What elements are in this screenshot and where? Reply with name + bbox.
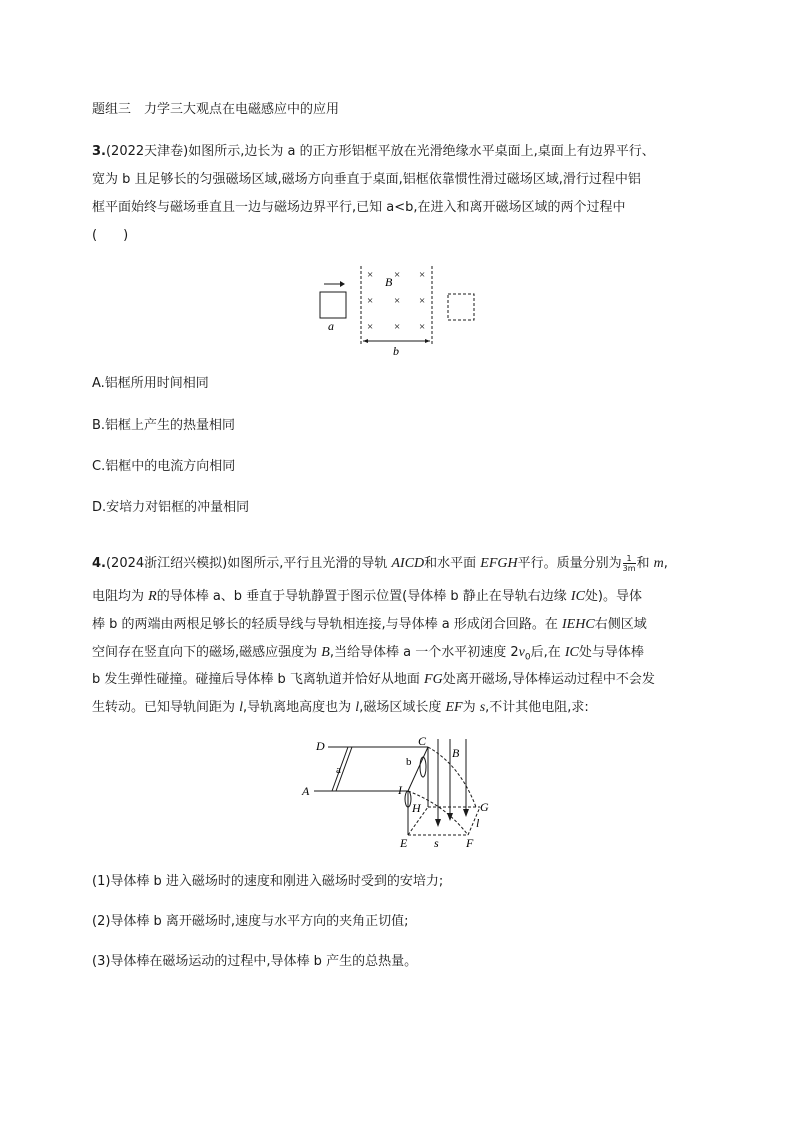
q4-sub-3: (3)导体棒在磁场运动的过程中,导体棒 b 产生的总热量。 (92, 954, 418, 969)
label-H: H (412, 801, 421, 815)
q4-length-label: l (355, 700, 360, 715)
field-cross: × (394, 321, 401, 333)
label-l: l (476, 816, 480, 830)
mass-fraction (623, 554, 636, 573)
label-B-field: B (452, 746, 460, 760)
q4-velocity-subscript: 0 (524, 652, 531, 663)
q4-edge-label: IC (570, 589, 585, 604)
field-cross: × (394, 269, 401, 281)
label-F: F (466, 836, 474, 850)
velocity-arrowhead (340, 281, 345, 287)
q3-option-b: B.铝框上产生的热量相同 (92, 418, 236, 433)
q4-text: 和 (636, 556, 654, 571)
q4-figure (300, 735, 500, 855)
q4-text: b 发生弹性碰撞。碰撞后导体棒 b 飞离轨道并恰好从地面 (92, 672, 425, 687)
field-arrowhead (435, 819, 441, 827)
label-s: s (434, 836, 439, 850)
q4-length-label: l (239, 700, 244, 715)
q4-text: 和水平面 (424, 556, 481, 571)
q4-line-1 (92, 554, 668, 573)
label-rod-a: a (336, 764, 341, 776)
q4-resistance-label: R (148, 589, 157, 604)
label-C: C (418, 735, 427, 748)
q4-edge-label: IC (564, 645, 579, 660)
q4-sub-2: (2)导体棒 b 离开磁场时,速度与水平方向的夹角正切值; (92, 914, 409, 929)
label-b: b (393, 344, 399, 358)
rod-b (408, 747, 428, 791)
aluminum-frame (320, 292, 346, 318)
frame-exit-position (448, 294, 474, 320)
field-cross: × (419, 295, 426, 307)
q4-sub-1: (1)导体棒 b 进入磁场时的速度和刚进入磁场时受到的安培力; (92, 874, 444, 889)
q4-line-4 (92, 645, 644, 666)
section-title: 题组三 力学三大观点在电磁感应中的应用 (92, 102, 340, 117)
q4-length-s-label: s (479, 700, 486, 715)
label-B: B (385, 275, 393, 289)
q3-number: 3. (92, 144, 106, 159)
q4-text: ,当给导体棒 a 一个水平初速度 2 (329, 645, 519, 660)
q4-text: ,磁场区域长度 (359, 700, 446, 715)
label-rod-b: b (406, 756, 412, 768)
q4-text: 右侧区域 (594, 617, 647, 632)
field-cross: × (419, 321, 426, 333)
q4-text: 平行。质量分别为 (517, 556, 622, 571)
q4-plane-label: EFGH (480, 556, 518, 571)
fraction-numerator: 1 (626, 554, 632, 563)
field-cross: × (419, 269, 426, 281)
q3-answer-paren: ( ) (92, 228, 129, 243)
q3-line-3: 框平面始终与磁场垂直且一边与磁场边界平行,已知 a<b,在进入和离开磁场区域的两个过程中 (92, 200, 626, 215)
q4-velocity-label: v (518, 645, 525, 660)
field-cross: × (394, 295, 401, 307)
q4-ground-label: FG (424, 672, 443, 687)
q4-region-label: IEHC (562, 617, 595, 632)
label-I: I (398, 783, 402, 797)
q3-text-1: (2022天津卷)如图所示,边长为 a 的正方形铝框平放在光滑绝缘水平桌面上,桌面上有边界平行、 (105, 144, 655, 159)
label-E: E (400, 836, 408, 850)
q4-segment-label: EF (445, 700, 463, 715)
q4-line-6 (92, 700, 589, 716)
label-A: A (302, 784, 310, 798)
label-D: D (316, 739, 325, 753)
dimension-b-arrow-right (425, 339, 430, 343)
q4-mass-label: m (653, 556, 664, 571)
q4-text: 后,在 (530, 645, 565, 660)
q4-text: 空间存在竖直向下的磁场,磁感应强度为 (92, 645, 322, 660)
q4-text: (2024浙江绍兴模拟)如图所示,平行且光滑的导轨 (105, 556, 392, 571)
q4-line-5 (92, 672, 655, 688)
q4-number: 4. (92, 556, 106, 571)
q4-text: ,不计其他电阻,求: (485, 700, 589, 715)
q4-text: 生转动。已知导轨间距为 (92, 700, 240, 715)
q4-text: , (663, 556, 668, 571)
rod-b-wire-loop (420, 757, 426, 777)
field-arrowhead (463, 809, 469, 817)
q4-text: 的导体棒 a、b 垂直于导轨静置于图示位置(导体棒 b 静止在导轨右边缘 (156, 589, 571, 604)
dimension-b-arrow-left (363, 339, 368, 343)
q4-text: 电阻均为 (92, 589, 149, 604)
q4-text: 处)。导体 (584, 589, 642, 604)
field-cross: × (367, 321, 374, 333)
q4-line-2 (92, 589, 642, 605)
q4-text: 棒 b 的两端由两根足够长的轻质导线与导轨相连接,与导体棒 a 形成闭合回路。在 (92, 617, 563, 632)
q4-text: 为 (462, 700, 480, 715)
fraction-denominator: 3m (622, 564, 636, 573)
label-G: G (480, 800, 489, 814)
q3-figure (312, 262, 482, 360)
q4-rail-label: AICD (391, 556, 425, 571)
q3-line-1 (92, 144, 655, 160)
q4-line-3 (92, 617, 647, 633)
q3-option-c: C.铝框中的电流方向相同 (92, 459, 236, 474)
q3-option-a: A.铝框所用时间相同 (92, 376, 209, 391)
q4-text: 处离开磁场,导体棒运动过程中不会发 (442, 672, 655, 687)
q4-field-label: B (321, 645, 330, 660)
label-a: a (328, 319, 334, 333)
field-cross: × (367, 295, 374, 307)
field-cross: × (367, 269, 374, 281)
q3-line-2: 宽为 b 且足够长的匀强磁场区域,磁场方向垂直于桌面,铝框依靠惯性滑过磁场区域,滑行过程中铝 (92, 172, 641, 187)
q4-text: ,导轨离地高度也为 (243, 700, 356, 715)
q4-text: 处与导体棒 (578, 645, 644, 660)
q3-option-d: D.安培力对铝框的冲量相同 (92, 500, 250, 515)
